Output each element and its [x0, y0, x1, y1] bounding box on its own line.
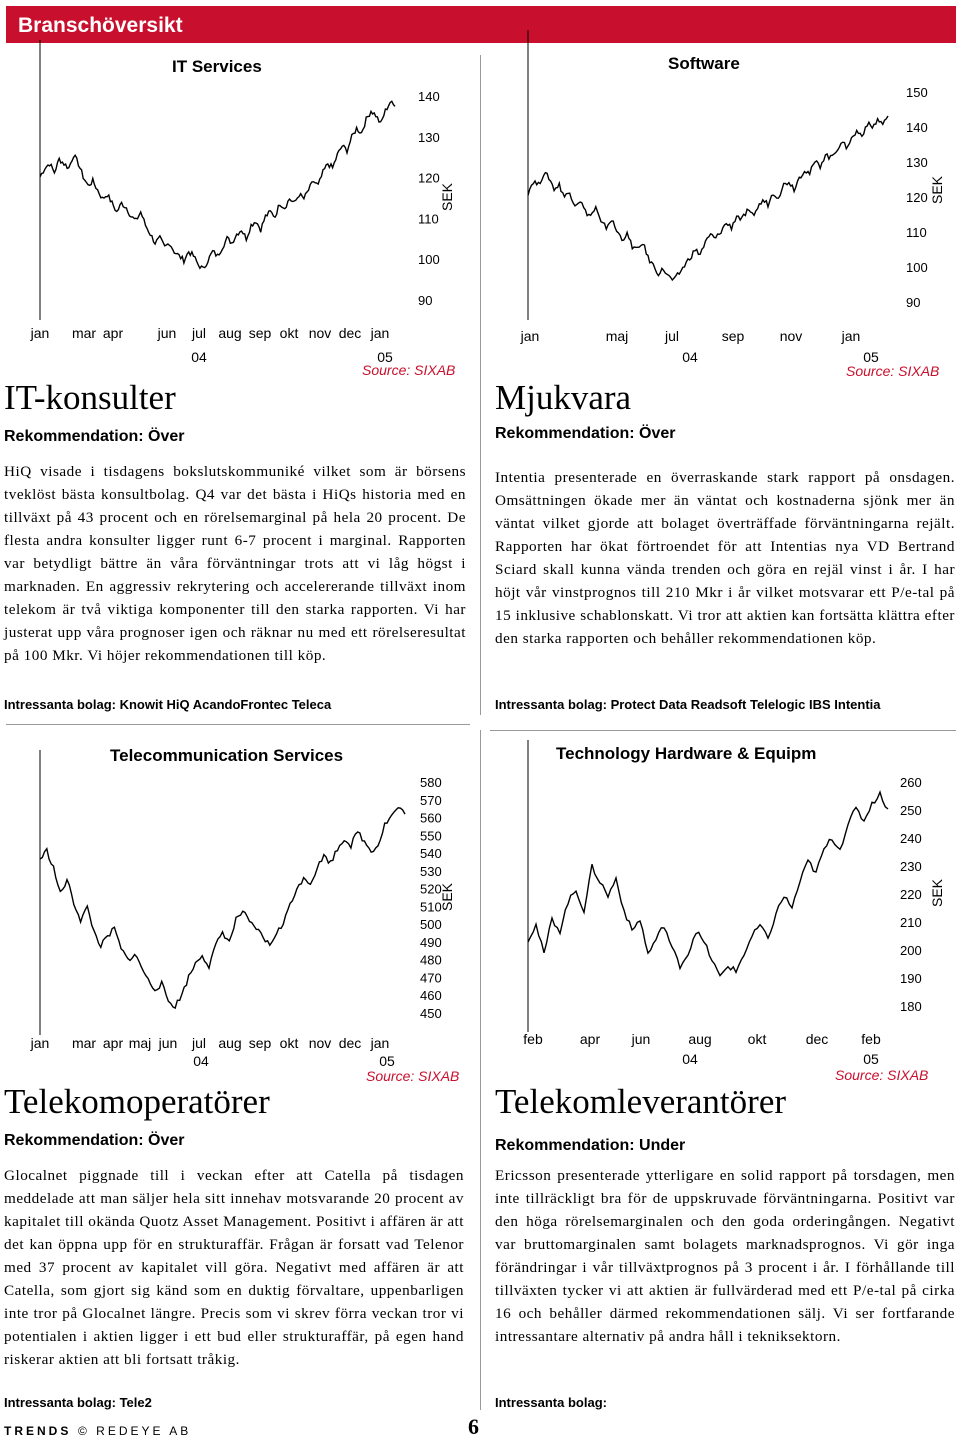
x-tick-label: maj [605, 328, 629, 344]
y-tick-label: 530 [420, 863, 442, 879]
interesting-it-konsulter: Intressanta bolag: Knowit HiQ AcandoFrontec Teleca [4, 697, 332, 712]
x-tick-label: aug [688, 1031, 712, 1047]
x-tick-label: jun [158, 1035, 178, 1051]
y-tick-label: 250 [900, 803, 922, 818]
x-tick-label: sep [248, 325, 272, 341]
chart-group-telecom_services [30, 750, 455, 1069]
y-tick-label: 240 [900, 831, 922, 846]
y-axis-label: SEK [439, 182, 455, 212]
recommendation-mjukvara: Rekommendation: Över [495, 425, 676, 442]
y-tick-label: 90 [906, 295, 921, 310]
x-tick-label: nov [308, 1035, 332, 1051]
chart-title-software: Software [668, 54, 740, 73]
y-tick-label: 190 [900, 971, 922, 986]
y-tick-label: 460 [420, 988, 442, 1004]
y-tick-label: 540 [420, 846, 442, 862]
x-tick-label: apr [102, 325, 124, 341]
x-year-label: 04 [191, 349, 207, 365]
chart-group-tech_hardware [523, 740, 945, 1067]
y-tick-label: 210 [900, 915, 922, 930]
y-tick-label: 100 [418, 252, 440, 268]
x-tick-label: jan [370, 325, 390, 341]
x-tick-label: mar [71, 1035, 97, 1051]
x-tick-label: jan [841, 328, 861, 344]
y-axis-label: SEK [929, 878, 945, 908]
y-tick-label: 100 [906, 260, 928, 275]
footer-brand: TRENDS [4, 1424, 72, 1438]
x-year-label: 05 [377, 349, 393, 365]
interesting-mjukvara: Intressanta bolag: Protect Data Readsoft Telelogic IBS Intentia [495, 697, 881, 712]
x-tick-label: apr [102, 1035, 124, 1051]
x-tick-label: apr [579, 1031, 601, 1047]
x-tick-label: jan [30, 325, 50, 341]
y-tick-label: 150 [906, 85, 928, 100]
series-line-it_services [40, 101, 395, 268]
y-tick-label: 480 [420, 952, 442, 968]
source-software: Source: SIXAB [846, 363, 940, 379]
y-axis-label: SEK [929, 175, 945, 205]
recommendation-telekomleverantorer: Rekommendation: Under [495, 1137, 686, 1154]
y-tick-label: 130 [906, 155, 928, 170]
body-telekomleverantorer: Ericsson presenterade ytterligare en solid rapport på torsdagen, men inte tillräckligt bra för de uppskruvade förväntningarna. Positivt var den höga rörelsemarginalen och den goda orderingången. Negativt var bruttomarginalen samt bolagets marknadsprognos. Vi gör inga förändringar i vår tillväxtprognos på 3 procent i år. I förhållande till tillväxten tycker vi att aktien är fullvärderad med ett P/e-tal på cirka 16 och behåller därmed rekommendationen sälj. Vi ser fortfarande intressantare alternativ på andra håll i tekniksektorn. [495, 1167, 955, 1345]
x-tick-label: jan [520, 328, 540, 344]
x-tick-label: jun [631, 1031, 651, 1047]
x-tick-label: aug [218, 325, 242, 341]
x-tick-label: maj [128, 1035, 152, 1051]
x-tick-label: jul [191, 325, 207, 341]
y-tick-label: 550 [420, 828, 442, 844]
source-tech-hardware: Source: SIXAB [835, 1067, 929, 1083]
section-title-it-konsulter: IT-konsulter [4, 378, 176, 417]
y-tick-label: 580 [420, 775, 442, 790]
x-tick-label: feb [523, 1031, 543, 1047]
chart-group-it_services [30, 40, 455, 365]
page-number: 6 [468, 1414, 479, 1439]
section-title-telekomleverantorer: Telekomleverantörer [495, 1082, 787, 1121]
x-tick-label: jun [157, 325, 177, 341]
x-tick-label: sep [721, 328, 745, 344]
chart-title-it-services: IT Services [172, 57, 262, 76]
x-tick-label: jul [664, 328, 680, 344]
y-tick-label: 180 [900, 999, 922, 1014]
page-title: Branschöversikt [18, 14, 183, 37]
x-tick-label: jul [191, 1035, 207, 1051]
x-tick-label: nov [779, 328, 803, 344]
y-tick-label: 260 [900, 775, 922, 790]
y-tick-label: 490 [420, 934, 442, 950]
section-title-mjukvara: Mjukvara [495, 378, 632, 417]
y-tick-label: 520 [420, 881, 442, 897]
x-year-label: 05 [863, 1051, 879, 1067]
y-tick-label: 500 [420, 917, 442, 933]
x-year-label: 04 [193, 1053, 209, 1069]
interesting-telekomleverantorer: Intressanta bolag: [495, 1395, 607, 1410]
body-mjukvara: Intentia presenterade en överraskande stark rapport på onsdagen. Omsättningen ökade mer än väntat och kostnaderna sjönk mer än väntat vilket gjorde att bolaget överträffade förväntningarna rejält. Rapporten har ökat förtroendet för att Intentias nya VD Bertrand Sciard skall kunna vända trenden och göra en rejäl vinst i år. I har höjt vår vinstprognos till 210 Mkr i år vilket motsvarar ett P/e-tal på 15 inklusive schablonskatt. Vi tror att aktien kan fortsätta klättra efter den starka rapporten och behåller rekommendationen köp. [495, 469, 955, 647]
x-tick-label: sep [248, 1035, 272, 1051]
y-tick-label: 120 [418, 170, 440, 186]
section-title-telekomoperatorer: Telekomoperatörer [4, 1082, 270, 1121]
y-tick-label: 140 [418, 89, 440, 104]
recommendation-it-konsulter: Rekommendation: Över [4, 428, 185, 445]
x-tick-label: dec [338, 1035, 362, 1051]
y-tick-label: 200 [900, 943, 922, 958]
y-tick-label: 110 [906, 225, 927, 240]
series-line-tech_hardware [528, 792, 888, 976]
y-tick-label: 120 [906, 190, 928, 205]
body-telekomoperatorer: Glocalnet piggnade till i veckan efter att Catella på tisdagen meddelade att man säljer hela sitt innehav motsvarande 20 procent av kapitalet till okända Quotz Asset Management. Positivt i affären är att det kan öppna upp för en strukturaffär. Frågan är forsatt vad Telenor med 37 procent av kapitalet vill göra. Negativt med affären är att Catella, som gjort sig känd som en duktig förvaltare, uppenbarligen inte tror på Glocalnet längre. Precis som vi skrev förra veckan tror vi potentialen i aktien ligger i ett bud eller strukturaffär, på egen hand riskerar aktien att bli fortsatt tråkig. [4, 1167, 464, 1368]
y-tick-label: 470 [420, 970, 442, 986]
y-tick-label: 570 [420, 792, 442, 808]
series-line-telecom_services [40, 808, 405, 1008]
x-tick-label: mar [71, 325, 97, 341]
x-year-label: 05 [863, 349, 879, 365]
chart-group-software [520, 30, 945, 365]
body-it-konsulter: HiQ visade i tisdagens bokslutskommuniké vilket som är börsens tveklöst bästa konsultbolag. Q4 var det bästa i HiQs historia med en tillväxt på 43 procent och en rörelsemarginal på hela 20 procent. De flesta andra konsulter ligger runt 6-7 procent i marginal. Rapporten var betydligt bättre än våra förväntningar trots att vi låg högst i marknaden. En aggressiv rekrytering och accelererande tillväxt inom telekom är två viktiga komponenter till den starka rapporten. Vi har justerat upp våra prognoser igen och räknar nu med ett rörelseresultat på 100 Mkr. Vi höjer rekommendationen till köp. [4, 463, 466, 664]
x-tick-label: okt [747, 1031, 767, 1047]
x-year-label: 04 [682, 349, 698, 365]
x-tick-label: nov [308, 325, 332, 341]
source-telecom-services: Source: SIXAB [366, 1068, 460, 1084]
chart-title-tech-hardware: Technology Hardware & Equipm [556, 744, 817, 763]
y-tick-label: 90 [418, 293, 433, 308]
y-tick-label: 110 [418, 211, 439, 227]
x-tick-label: aug [218, 1035, 242, 1051]
source-it-services: Source: SIXAB [362, 362, 456, 378]
y-tick-label: 230 [900, 859, 922, 874]
chart-title-telecom-services: Telecommunication Services [110, 746, 344, 765]
series-line-software [528, 116, 888, 280]
x-tick-label: jan [30, 1035, 50, 1051]
y-tick-label: 450 [420, 1006, 442, 1021]
x-tick-label: dec [338, 325, 362, 341]
x-tick-label: jan [370, 1035, 390, 1051]
recommendation-telekomoperatorer: Rekommendation: Över [4, 1132, 185, 1149]
y-tick-label: 510 [420, 899, 442, 915]
interesting-telekomoperatorer: Intressanta bolag: Tele2 [4, 1395, 152, 1410]
x-year-label: 04 [682, 1051, 698, 1067]
y-tick-label: 220 [900, 887, 922, 902]
footer-copyright: © REDEYE AB [78, 1424, 192, 1438]
y-tick-label: 560 [420, 810, 442, 826]
x-tick-label: okt [279, 1035, 299, 1051]
x-tick-label: okt [279, 325, 299, 341]
x-tick-label: dec [805, 1031, 829, 1047]
y-axis-label: SEK [439, 882, 455, 912]
y-tick-label: 140 [906, 120, 928, 135]
x-year-label: 05 [379, 1053, 395, 1069]
x-tick-label: feb [861, 1031, 881, 1047]
y-tick-label: 130 [418, 129, 440, 145]
